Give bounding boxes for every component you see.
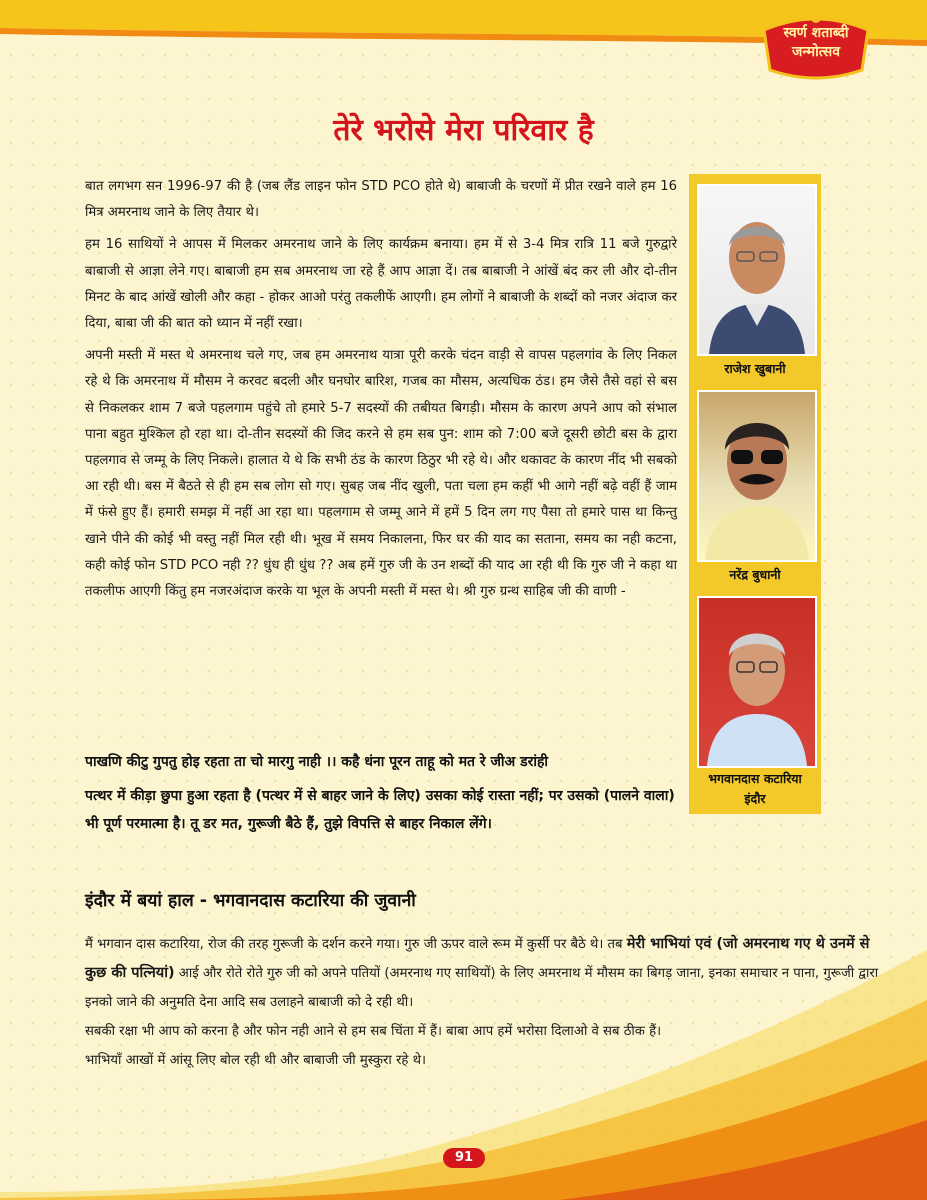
- caption-rajesh-khubani: राजेश खुबानी: [724, 361, 786, 376]
- gurbani-meaning: पत्थर में कीड़ा छुपा हुआ रहता है (पत्थर में से बाहर जाने के लिए) उसका कोई रास्ता नहीं; पर उसको (पालने वाला) भी पूर्ण परमात्मा है। तू डर मत, गुरूजी बैठे हैं, तुझे विपत्ति से बाहर निकाल लेंगे।: [85, 788, 675, 832]
- page-number: 91: [443, 1148, 485, 1168]
- caption-indore: इंदौर: [744, 791, 766, 806]
- bold-phrase: मेरी भाभियां एवं (जो अमरनाथ गए थे उनमें से कुछ की पत्नियां): [85, 936, 870, 981]
- section-paragraph-1: मैं भगवान दास कटारिया, रोज की तरह गुरूजी के दर्शन करने गया। गुरु जी ऊपर वाले रूम में कुर्सी पर बैठे थे। तब मेरी भाभियां एवं (जो अमरनाथ गए थे उनमें से कुछ की पत्नियां) आई और रोते रोते गुरु जी को अपने पतियों (अमरनाथ गए साथियों) के लिए अमरनाथ में मौसम का बिगड़ जाना, इनका समाचार न पाना, गुरूजी द्वारा इनको जाने की अनुमति देना आदि सब उलाहने बाबाजी को दे रही थी।: [85, 936, 879, 1010]
- article-title: तेरे भरोसे मेरा परिवार है: [333, 113, 594, 148]
- photo-bhagwandas-kataria: [697, 596, 817, 768]
- section-heading: इंदौर में बयां हाल - भगवानदास कटारिया की जुवानी: [85, 891, 416, 911]
- logo-text: स्वर्ण शताब्दी जन्मोत्सव: [783, 25, 849, 60]
- article-body: [85, 174, 677, 611]
- paragraph-2: हम 16 साथियों ने आपस में मिलकर अमरनाथ जाने के लिए कार्यक्रम बनाया। हम में से 3-4 मित्र रात्रि 11 बजे गुरुद्वारे बाबाजी से आज्ञा लेने गए। बाबाजी हम सब अमरनाथ जा रहे हैं आप आज्ञा दें। तब बाबाजी ने आंखें बंद कर ली और दो-तीन मिनट के बाद आंखें खोली और कहा - होकर आओ परंतु तकलीफें आएगी। हम लोगों ने बाबाजी के शब्दों को नजर अंदाज कर दिया, बाबा जी की बात को ध्यान में नहीं रखा।: [85, 237, 677, 332]
- section-paragraph-2: सबकी रक्षा भी आप को करना है और फोन नही आने से हम सब चिंता में हैं। बाबा आप हमें भरोसा दिलाओ वे सब ठीक हैं।: [85, 1024, 662, 1039]
- gurbani-verse: पाखणि कीटु गुपतु होइ रहता ता चो मारगु नाही ।। कहै धंना पूरन ताहू को मत रे जीअ डरांही: [85, 754, 549, 770]
- gurbani-quote: [85, 748, 677, 838]
- paragraph-1: बात लगभग सन 1996-97 की है (जब लैंड लाइन फोन STD PCO होते थे) बाबाजी के चरणों में प्रीत रखने वाले हम 16 मित्र अमरनाथ जाने के लिए तैयार थे।: [85, 179, 677, 221]
- caption-bhagwandas-kataria: भगवानदास कटारिया: [708, 771, 802, 786]
- photo-rajesh-khubani: [697, 184, 817, 356]
- photo-narendra-budhani: [697, 390, 817, 562]
- paragraph-3: अपनी मस्ती में मस्त थे अमरनाथ चले गए, जब हम अमरनाथ यात्रा पूरी करके चंदन वाड़ी से वापस पहलगांव के लिए निकल रहे थे कि अमरनाथ में मौसम ने करवट बदली और घनघोर बारिश, गजब का मौसम, अत्यधिक ठंड। हम जैसे तैसे वहां से बस से निकलकर शाम 7 बजे पहलगाम पहुंचे तो हमारे 5-7 सदस्यों की तबीयत बिगड़ी। मौसम के कारण अपने आप को संभाल पाना बहुत मुश्किल हो रहा था। दो-तीन सदस्यों की जिद करने से हम सब पुन: शाम को 7:00 बजे दूसरी छोटी बस के द्वारा पहलगाव से जम्मू के लिए निकले। हालात ये थे कि सभी ठंड के कारण ठिठुर भी रहे थे। और थकावट के कारण नींद भी सबको आ रही थी। बस में बैठते से ही हम सब लोग सो गए। सुबह जब नींद खुली, पता चला हम कहीं भी आगे नहीं बढ़े वहीं हैं जाम में फंसे हुए हैं। हमारी समझ में नहीं आ रहा था। पहलगाम से जम्मू आने में हमें 5 दिन लग गए पैसा तो हमारे पास था किन्तु खाने पीने की कोई भी वस्तु नहीं मिल रही थी। भूख में समय निकालना, फिर घर की याद का सताना, समय का नही कटना, कही कोई फोन STD PCO नही ?? धुंध ही धुंध ?? अब हमें गुरु जी के उन शब्दों की याद आ रही थी कि गुरु जी ने कहा था तकलीफ आएगी किंतु हम नजरअंदाज करके या भूल के अपनी मस्ती में मस्त थे। श्री गुरु ग्रन्थ साहिब जी की वाणी -: [85, 348, 677, 600]
- caption-narendra-budhani: नरेंद्र बुधानी: [729, 567, 781, 582]
- section-paragraph-3: भाभियाँ आखों में आंसू लिए बोल रही थी और बाबाजी जी मुस्कुरा रहे थे।: [85, 1053, 427, 1068]
